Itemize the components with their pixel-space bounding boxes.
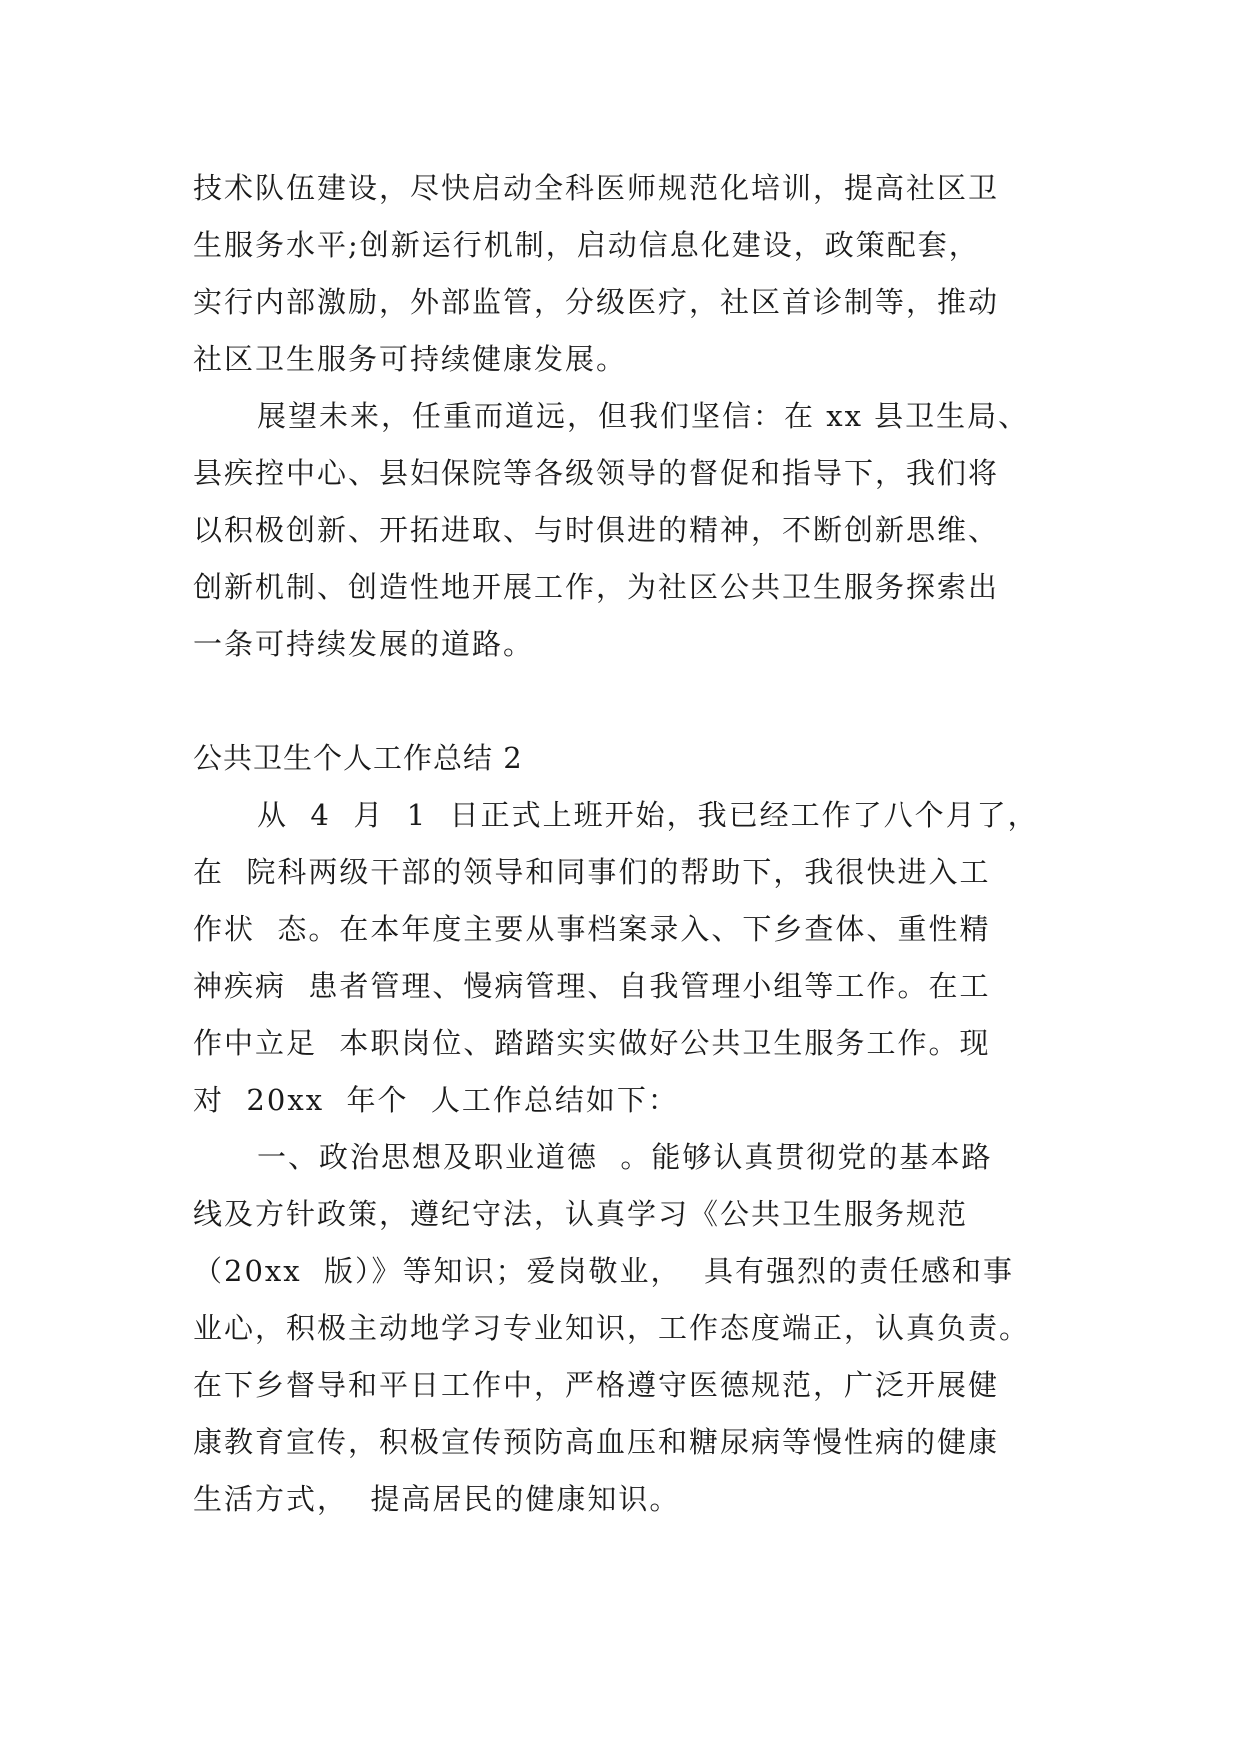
- text-line: 作中立足 本职岗位、踏踏实实做好公共卫生服务工作。现: [193, 1026, 991, 1060]
- text-line: 一、政治思想及职业道德 。能够认真贯彻党的基本路: [257, 1140, 993, 1174]
- text-line: 以积极创新、开拓进取、与时俱进的精神，不断创新思维、: [193, 513, 1000, 547]
- text-line: 生活方式， 提高居民的健康知识。: [193, 1482, 681, 1516]
- text-line: 县疾控中心、县妇保院等各级领导的督促和指导下，我们将: [193, 456, 1000, 490]
- text-line: 康教育宣传，积极宣传预防高血压和糖尿病等慢性病的健康: [193, 1425, 1000, 1459]
- text-line: 创新机制、创造性地开展工作，为社区公共卫生服务探索出: [193, 570, 1000, 604]
- paragraph-4: [193, 1129, 1051, 1528]
- text-line: 在 院科两级干部的领导和同事们的帮助下，我很快进入工: [193, 855, 991, 889]
- paragraph-3: [193, 787, 1051, 1129]
- text-line: 技术队伍建设，尽快启动全科医师规范化培训，提高社区卫: [193, 171, 1000, 205]
- text-line: 线及方针政策，遵纪守法，认真学习《公共卫生服务规范: [193, 1197, 969, 1231]
- text-line: 展望未来，任重而道远，但我们坚信：在 xx 县卫生局、: [257, 399, 1030, 433]
- text-line: 社区卫生服务可持续健康发展。: [193, 342, 628, 376]
- text-line: 一条可持续发展的道路。: [193, 627, 535, 661]
- text-line: 实行内部激励，外部监管，分级医疗，社区首诊制等，推动: [193, 285, 1000, 319]
- paragraph-2: [193, 388, 1051, 673]
- document-body: [193, 160, 1051, 1528]
- paragraph-1: [193, 160, 1051, 388]
- text-line: 作状 态。在本年度主要从事档案录入、下乡查体、重性精: [193, 912, 991, 946]
- text-line: 在下乡督导和平日工作中，严格遵守医德规范，广泛开展健: [193, 1368, 1000, 1402]
- section-heading: 公共卫生个人工作总结 2: [193, 741, 523, 775]
- paragraph-spacer: [193, 673, 1051, 730]
- text-line: 从 4 月 1 日正式上班开始，我已经工作了八个月了，: [257, 798, 1039, 832]
- text-line: 对 20xx 年个 人工作总结如下：: [193, 1083, 679, 1117]
- text-line: 业心，积极主动地学习专业知识，工作态度端正，认真负责。: [193, 1311, 1031, 1345]
- text-line: （20xx 版）》等知识；爱岗敬业， 具有强烈的责任感和事: [193, 1254, 1014, 1288]
- text-line: 生服务水平;创新运行机制，启动信息化建设，政策配套，: [193, 228, 980, 262]
- text-line: 神疾病 患者管理、慢病管理、自我管理小组等工作。在工: [193, 969, 991, 1003]
